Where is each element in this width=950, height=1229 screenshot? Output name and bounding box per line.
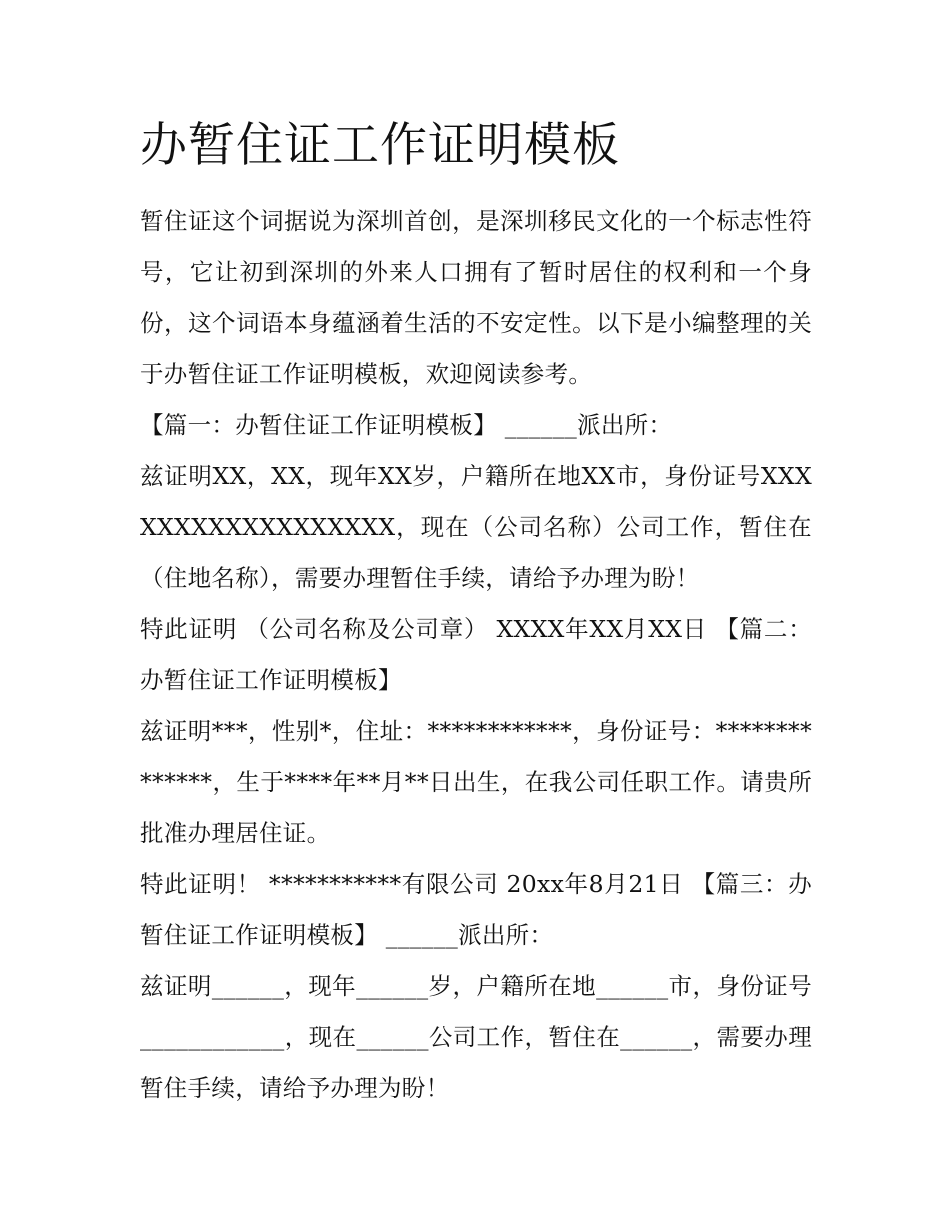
section-one-body: 兹证明XX，XX，现年XX岁，户籍所在地XX市，身份证号XXXXXXXXXXXXXXXXXX，现在（公司名称）公司工作，暂住在（住地名称），需要办理暂住手续，请给予办理为盼！ — [140, 462, 812, 592]
section-three-body: 兹证明______，现年______岁，户籍所在地______市，身份证号____________，现在______公司工作，暂住在______，需要办理暂住手续，请给予办理为盼！ — [140, 972, 812, 1102]
section-one-signature: 特此证明 （公司名称及公司章） XXXX年XX月XX日 【篇二：办暂住证工作证明模板】 — [140, 615, 812, 694]
section-one-heading: 【篇一：办暂住证工作证明模板】 ______派出所： — [140, 411, 673, 439]
page-title: 办暂住证工作证明模板 — [140, 118, 620, 173]
section-two-signature: 特此证明！ ***********有限公司 20xx年8月21日 【篇三：办暂住证工作证明模板】 ______派出所： — [140, 870, 812, 949]
section-two-body: 兹证明***，性别*，住址：************，身份证号：**************，生于****年**月**日出生，在我公司任职工作。请贵所批准办理居住证。 — [140, 717, 812, 847]
intro-paragraph: 暂住证这个词据说为深圳首创，是深圳移民文化的一个标志性符号，它让初到深圳的外来人口拥有了暂时居住的权利和一个身份，这个词语本身蕴涵着生活的不安定性。以下是小编整理的关于办暂住证工作证明模板，欢迎阅读参考。 — [140, 207, 812, 388]
document-body — [140, 196, 812, 1114]
